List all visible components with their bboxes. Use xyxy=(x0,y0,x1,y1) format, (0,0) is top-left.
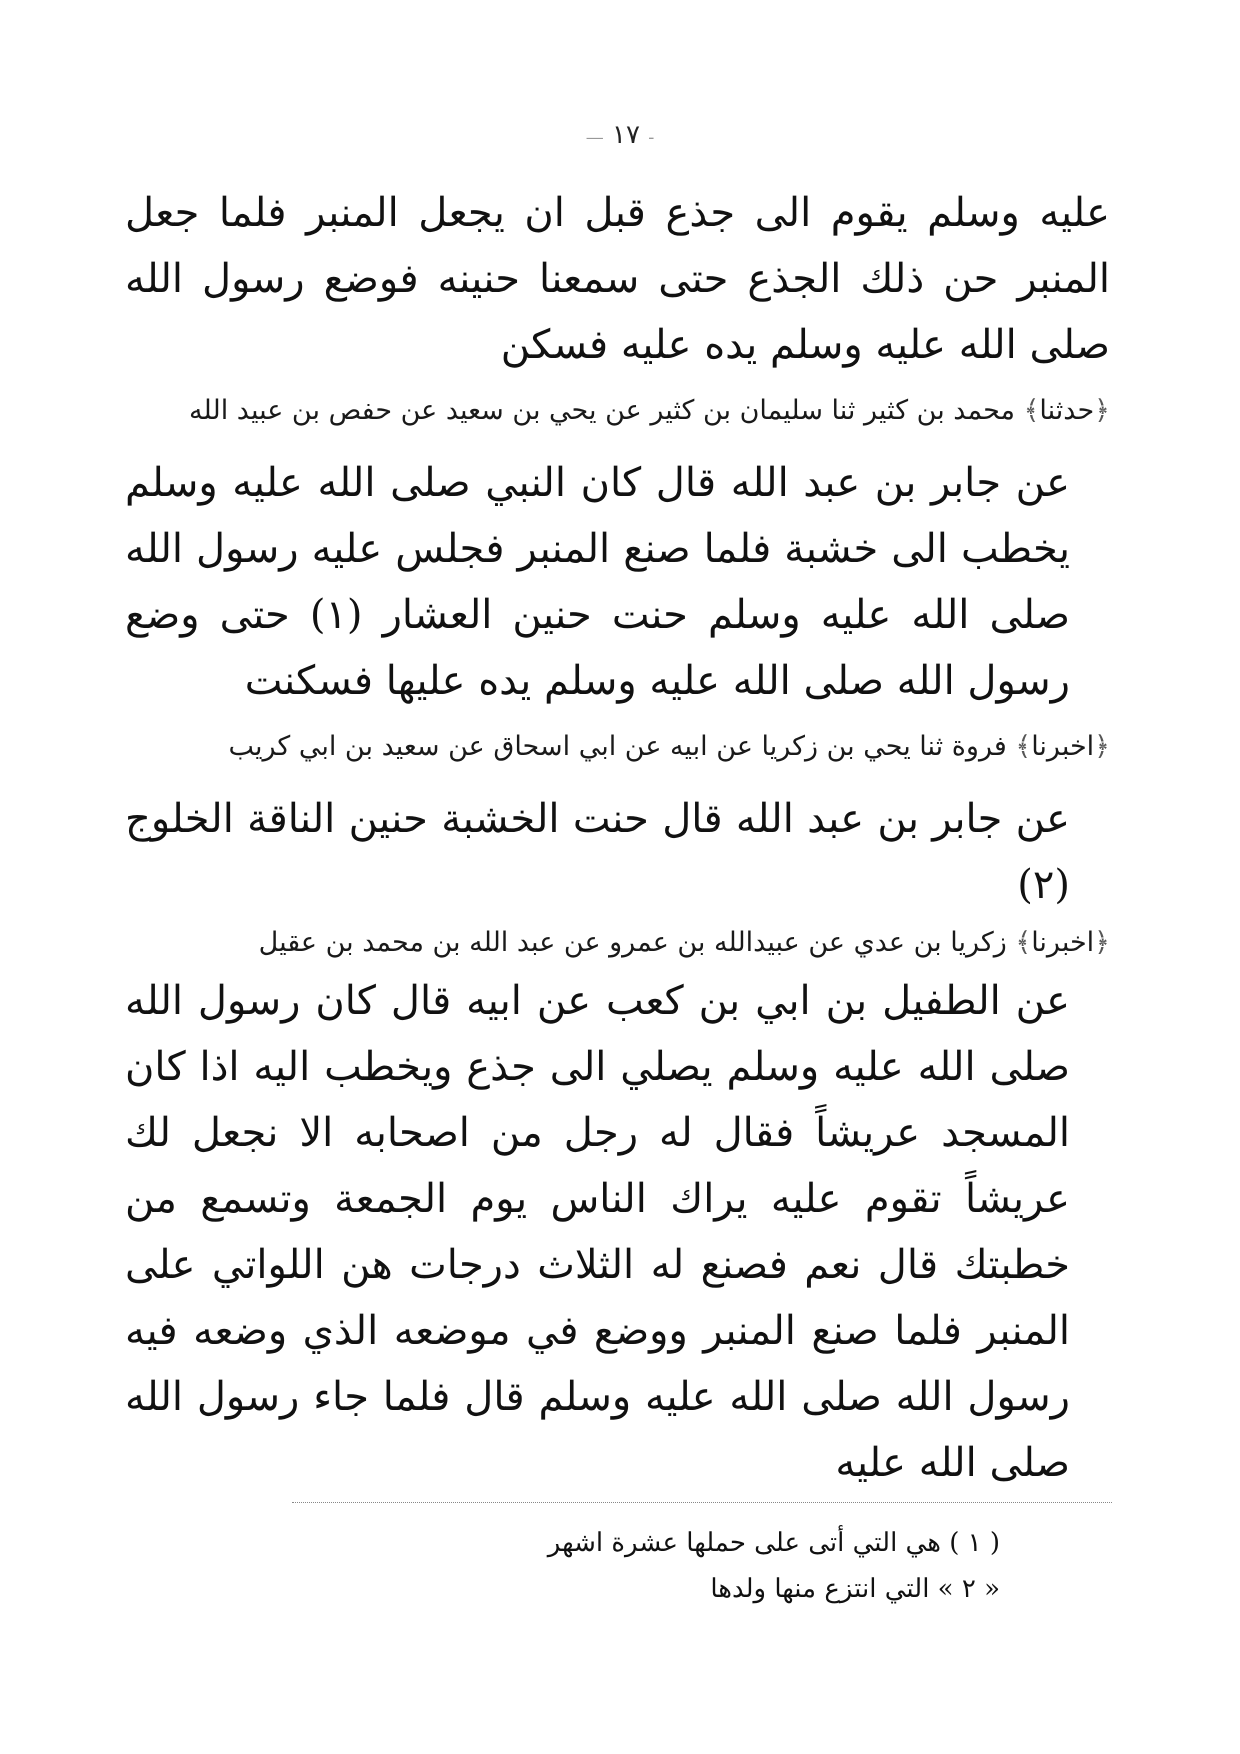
isnad-2 xyxy=(125,722,1110,772)
hadith-text-4: عن الطفيل بن ابي بن كعب عن ابيه قال كان رسول الله صلى الله عليه وسلم يصلي الى جذع ويخطب اليه اذا كان المسجد عريشاً فقال له رجل من اصحابه الا نجعل لك عريشاً تقوم عليه يراك الناس يوم الجمعة وتسمع من خطبتك قال نعم فصنع له الثلاث درجات هن اللواتي على المنبر فلما صنع المنبر ووضع في موضعه الذي وضعه فيه رسول الله صلى الله عليه وسلم قال فلما جاء رسول الله صلى الله عليه xyxy=(125,978,1070,1486)
footnote-divider xyxy=(292,1502,1112,1503)
isnad-1-open-bracket: ﴿ xyxy=(1094,395,1110,426)
footnotes xyxy=(260,1520,1000,1612)
page-number-dash-left: — xyxy=(585,127,604,148)
isnad-2-open-bracket: ﴿ xyxy=(1094,731,1110,762)
hadith-text-2: عن جابر بن عبد الله قال كان النبي صلى الله عليه وسلم يخطب الى خشبة فلما صنع المنبر فجلس عليه رسول الله صلى الله عليه وسلم حنت حنين العشار (١) حتى وضع رسول الله صلى الله عليه وسلم يده عليها فسكنت xyxy=(125,460,1070,704)
isnad-3 xyxy=(125,918,1110,968)
isnad-3-text: زكريا بن عدي عن عبيدالله بن عمرو عن عبد الله بن محمد بن عقيل xyxy=(258,927,1007,958)
body-text xyxy=(125,180,1110,1496)
isnad-3-open-bracket: ﴿ xyxy=(1094,927,1110,958)
isnad-2-close-bracket: ﴾ xyxy=(1015,731,1032,762)
isnad-2-text: فروة ثنا يحي بن زكريا عن ابيه عن ابي اسحاق عن سعيد بن ابي كريب xyxy=(228,731,1007,762)
isnad-3-label: اخبرنا xyxy=(1031,927,1095,958)
hadith-text-3: عن جابر بن عبد الله قال حنت الخشبة حنين الناقة الخلوج (٢) xyxy=(125,796,1070,908)
page-number xyxy=(0,120,1240,150)
isnad-1-label: حدثنا xyxy=(1039,395,1095,426)
page-number-dash-right: - xyxy=(648,127,655,148)
isnad-1 xyxy=(125,386,1110,436)
isnad-2-label: اخبرنا xyxy=(1031,731,1095,762)
footnote-2: « ٢ » التي انتزع منها ولدها xyxy=(710,1574,1000,1604)
isnad-3-close-bracket: ﴾ xyxy=(1015,927,1032,958)
page-number-value: ١٧ xyxy=(611,120,640,150)
isnad-1-close-bracket: ﴾ xyxy=(1023,395,1040,426)
isnad-1-text: محمد بن كثير ثنا سليمان بن كثير عن يحي بن سعيد عن حفص بن عبيد الله xyxy=(189,395,1015,426)
hadith-text-1: عليه وسلم يقوم الى جذع قبل ان يجعل المنبر فلما جعل المنبر حن ذلك الجذع حتى سمعنا حنينه فوضع رسول الله صلى الله عليه وسلم يده عليه فسكن xyxy=(125,190,1110,368)
footnote-1: ( ١ ) هي التي أتى على حملها عشرة اشهر xyxy=(547,1528,1000,1558)
